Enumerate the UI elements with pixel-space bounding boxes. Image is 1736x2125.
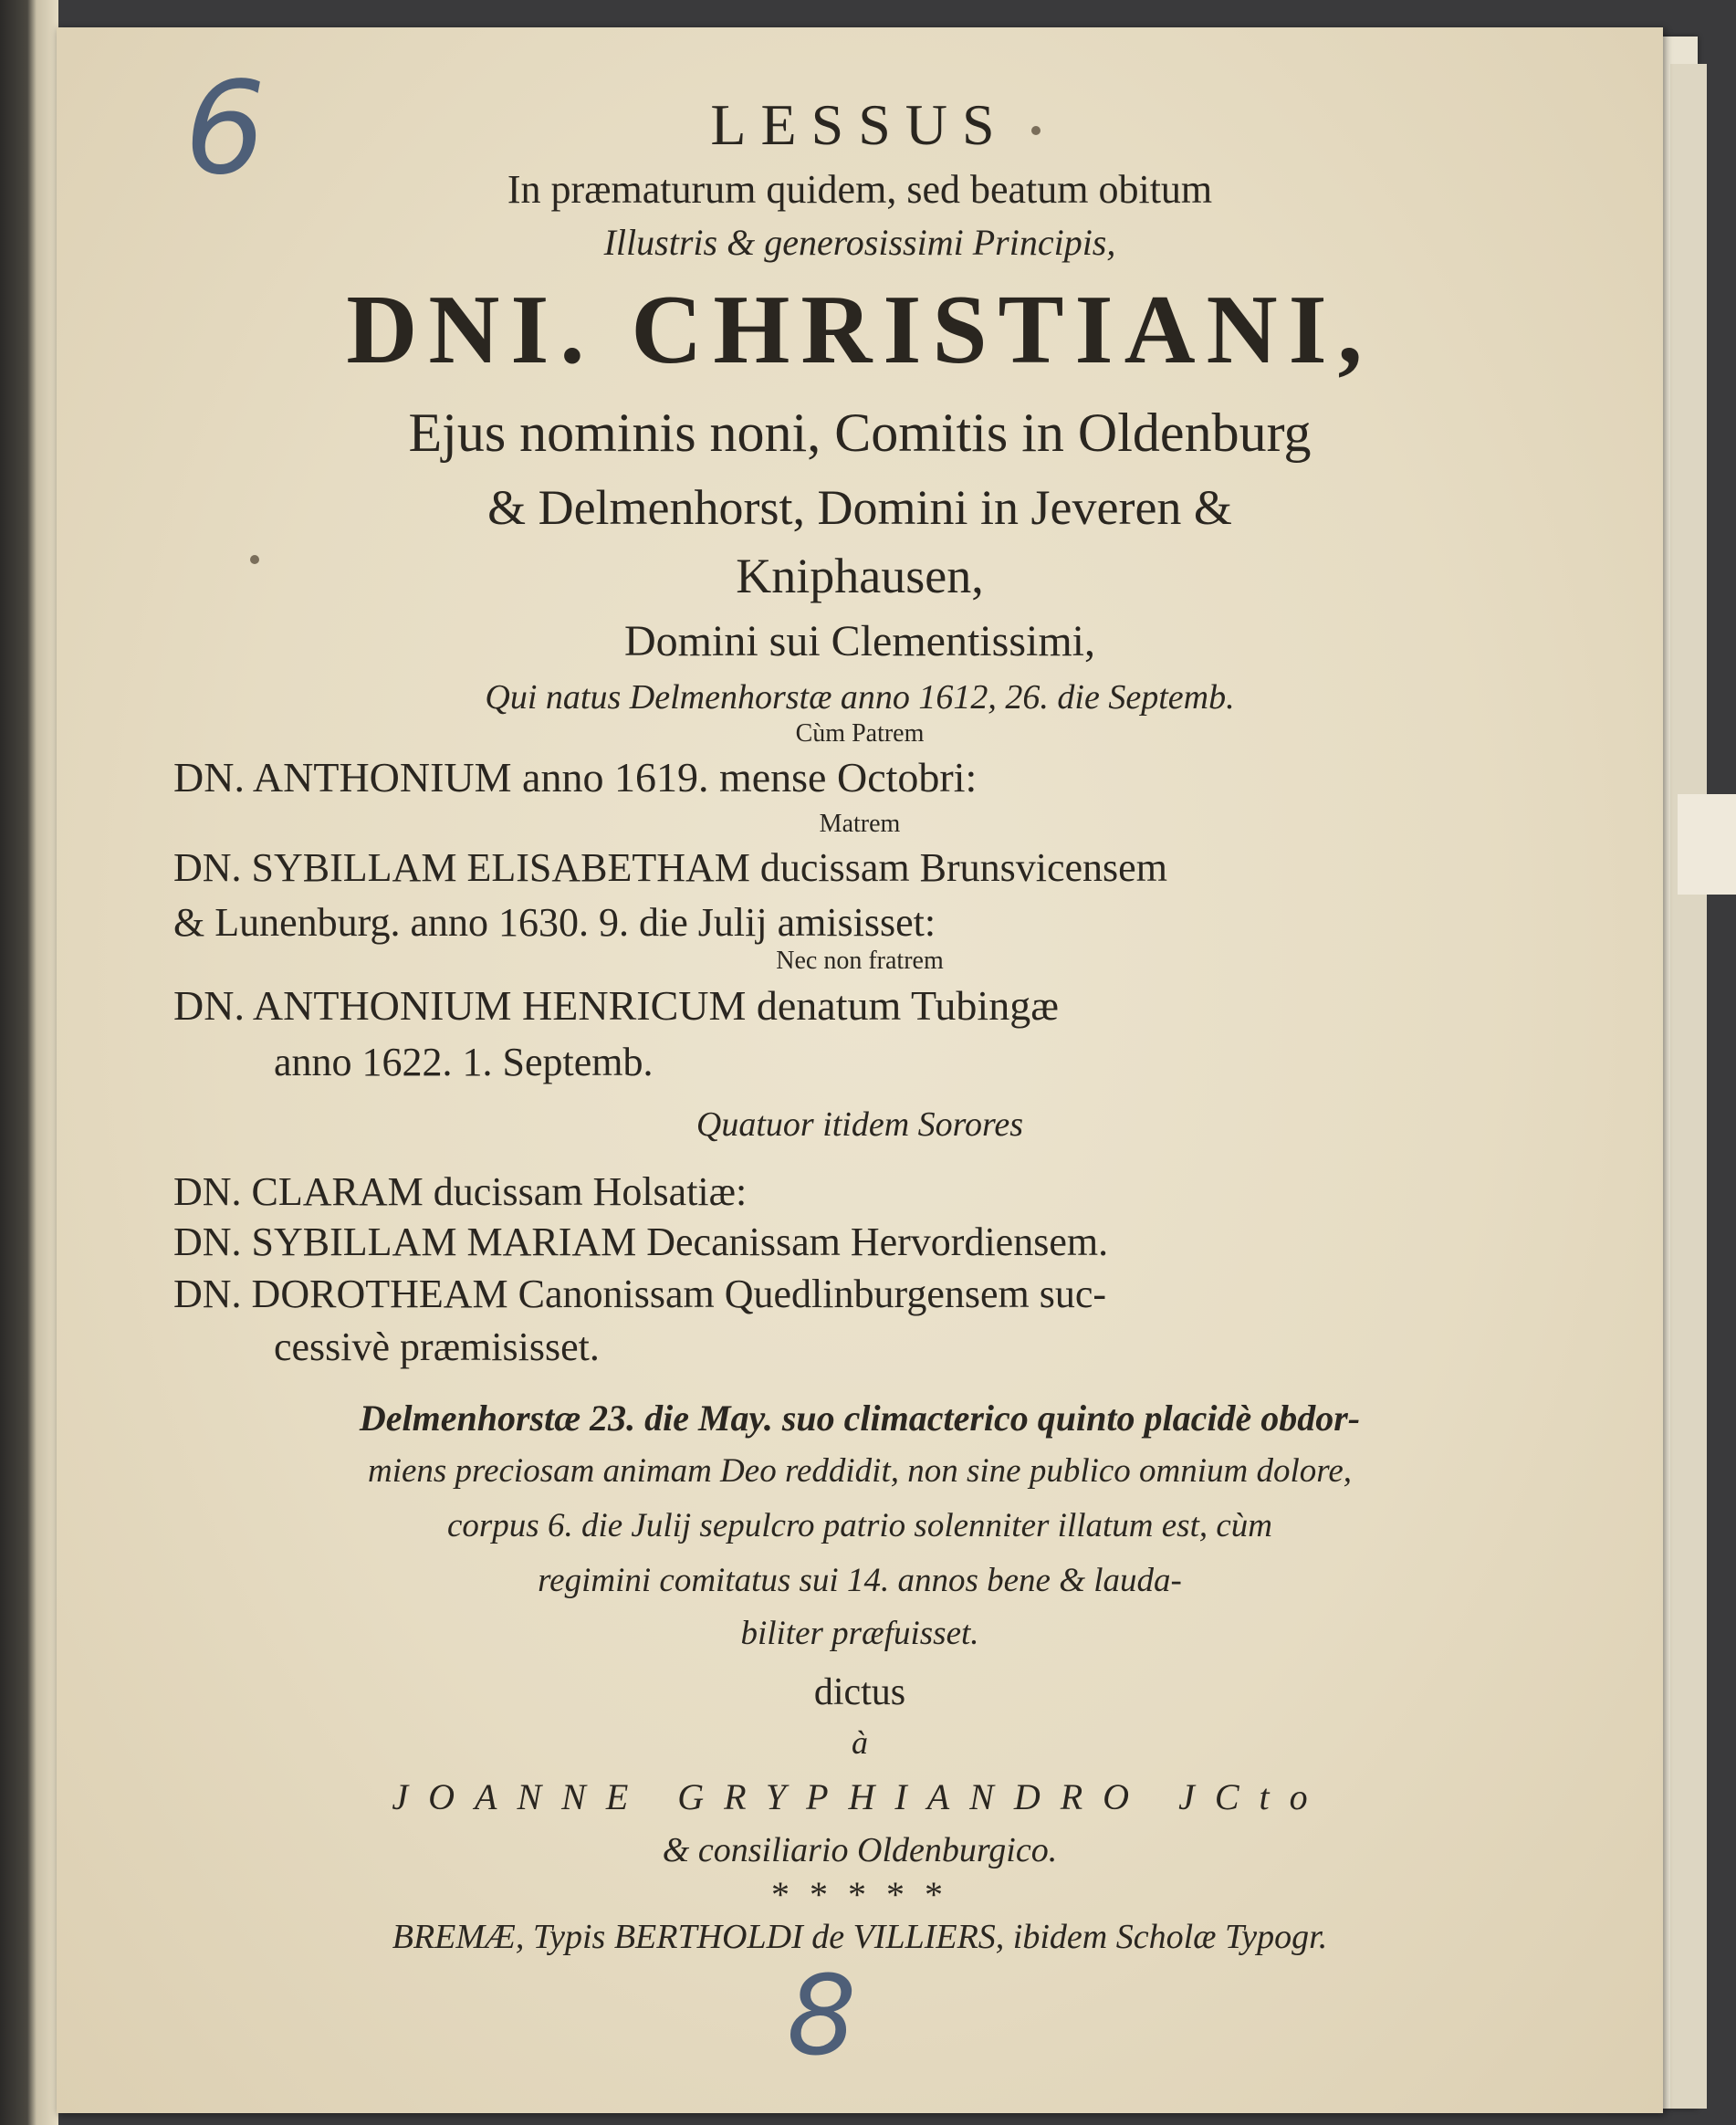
back-page-edge-inner (1670, 64, 1707, 2109)
line-kniphausen: Kniphausen, (736, 549, 984, 603)
line-matrem: Matrem (819, 810, 901, 838)
line-lunenburg: & Lunenburg. anno 1630. 9. die Julij amisisset: (173, 900, 936, 945)
line-cum-patrem: Cùm Patrem (795, 719, 925, 748)
line-dorotheam: DN. DOROTHEAM Canonissam Quedlinburgensem suc- (173, 1272, 1107, 1316)
line-obitum: In præmaturum quidem, sed beatum obitum (507, 167, 1213, 212)
line-sybillam-elisabetham: DN. SYBILLAM ELISABETHAM ducissam Brunsvicensem (173, 845, 1167, 890)
line-claram: DN. CLARAM ducissam Holsatiæ: (173, 1169, 748, 1214)
handwritten-number-top: 6 (184, 55, 267, 204)
name-christiani: DNI. CHRISTIANI, (346, 276, 1374, 384)
line-miens: miens preciosam animam Deo reddidit, non sine publico omnium dolore, (367, 1452, 1353, 1490)
line-cessive: cessivè præmisisset. (274, 1324, 600, 1369)
line-principis: Illustris & generosissimi Principis, (603, 222, 1116, 263)
paper-speck (1031, 126, 1041, 135)
line-comitis: Ejus nominis noni, Comitis in Oldenburg (408, 403, 1312, 463)
line-natus: Qui natus Delmenhorstæ anno 1612, 26. die Septemb. (485, 678, 1235, 717)
line-nec-non: Nec non fratrem (776, 947, 944, 975)
line-corpus: corpus 6. die Julij sepulcro patrio solenniter illatum est, cùm (446, 1507, 1272, 1544)
line-consiliario: & consiliario Oldenburgico. (662, 1831, 1058, 1869)
imprint: BREMÆ, Typis BERTHOLDI de VILLIERS, ibidem Scholæ Typogr. (392, 1918, 1328, 1956)
line-a: à (852, 1724, 868, 1761)
page-tab (1678, 794, 1736, 895)
line-anno-1622: anno 1622. 1. Septemb. (274, 1040, 654, 1084)
title-page (57, 27, 1663, 2113)
line-anthonium-henricum: DN. ANTHONIUM HENRICUM denatum Tubingæ (173, 982, 1059, 1029)
paper-speck (250, 555, 259, 564)
line-obdormiens: Delmenhorstæ 23. die May. suo climacterico quinto placidè obdor- (359, 1397, 1361, 1439)
heading: LESSUS (710, 92, 1009, 157)
line-biliter: biliter præfuisset. (740, 1615, 979, 1652)
line-delmenhorst: & Delmenhorst, Domini in Jeveren & (487, 480, 1232, 535)
line-regimini: regimini comitatus sui 14. annos bene & lauda- (538, 1562, 1182, 1599)
book-binding-edge (0, 0, 58, 2125)
line-dictus: dictus (813, 1671, 906, 1713)
line-sybillam-mariam: DN. SYBILLAM MARIAM Decanissam Hervordiensem. (173, 1220, 1109, 1264)
line-quatuor: Quatuor itidem Sorores (695, 1105, 1024, 1144)
line-domini: Domini sui Clementissimi, (623, 617, 1096, 665)
stars-ornament: * * * * * (771, 1874, 948, 1915)
handwritten-number-bottom: 8 (787, 1953, 857, 2080)
line-anthonium: DN. ANTHONIUM anno 1619. mense Octobri: (173, 754, 978, 801)
line-author: JOANNE GRYPHIANDRO JCto (392, 1776, 1328, 1817)
